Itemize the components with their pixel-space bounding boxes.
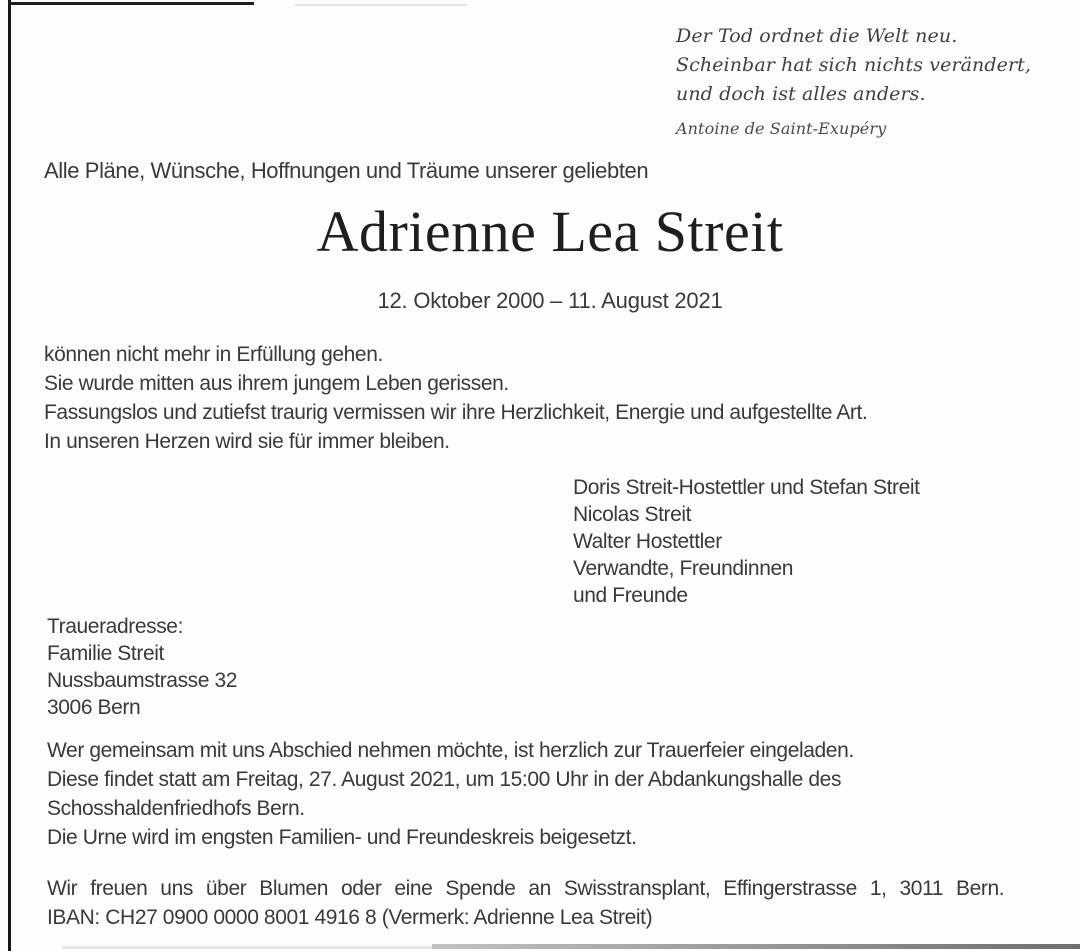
life-dates: 12. Oktober 2000 – 11. August 2021 (377, 288, 723, 313)
frame-bottom-border-faint (62, 946, 432, 949)
donation-info (47, 874, 1057, 932)
body-line: In unseren Herzen wird sie für immer bleiben. (44, 430, 450, 453)
mourner-line: Verwandte, Freundinnen (573, 557, 794, 580)
address-line: Familie Streit (47, 642, 164, 665)
deceased-name: Adrienne Lea Streit (316, 199, 784, 264)
body-line: Sie wurde mitten aus ihrem jungem Leben gerissen. (44, 372, 509, 395)
frame-top-border (8, 2, 254, 5)
address-line: Nussbaumstrasse 32 (47, 669, 238, 692)
mourner-line: Nicolas Streit (573, 503, 692, 526)
frame-bottom-border (432, 944, 1080, 949)
mourner-line: Walter Hostettler (573, 530, 722, 553)
donation-iban-line: IBAN: CH27 0900 0000 8001 4916 8 (Vermerk: Adrienne Lea Streit) (47, 906, 653, 929)
quote-attribution: Antoine de Saint-Exupéry (676, 119, 887, 138)
frame-top-border-faint (295, 4, 467, 6)
quote-line: und doch ist alles anders. (676, 83, 926, 105)
service-line: Wer gemeinsam mit uns Abschied nehmen möchte, ist herzlich zur Trauerfeier eingeladen. (47, 739, 854, 762)
mourning-address-label: Traueradresse: (47, 615, 184, 638)
frame-left-border (8, 0, 11, 951)
mourner-line: Doris Streit-Hostettler und Stefan Streit (573, 476, 920, 499)
body-line: können nicht mehr in Erfüllung gehen. (44, 343, 383, 366)
mourners-list (573, 474, 920, 609)
mourning-address (47, 613, 237, 721)
service-line: Die Urne wird im engsten Familien- und Freundeskreis beigesetzt. (47, 826, 637, 849)
address-line: 3006 Bern (47, 696, 141, 719)
body-line: Fassungslos und zutiefst traurig vermissen wir ihre Herzlichkeit, Energie und aufgestellte Art. (44, 401, 868, 424)
quote-line: Scheinbar hat sich nichts verändert, (676, 54, 1032, 76)
mourner-line: und Freunde (573, 584, 688, 607)
epigraph-quote (676, 22, 1031, 143)
service-line: Diese findet statt am Freitag, 27. August 2021, um 15:00 Uhr in der Abdankungshalle des (47, 768, 842, 791)
obituary-body (44, 340, 867, 456)
service-line: Schosshaldenfriedhofs Bern. (47, 797, 305, 820)
quote-line: Der Tod ordnet die Welt neu. (676, 25, 958, 47)
service-info (47, 736, 854, 852)
donation-line: Wir freuen uns über Blumen oder eine Spende an Swisstransplant, Effingerstrasse 1, 3011 Bern. (47, 877, 1005, 900)
intro-line: Alle Pläne, Wünsche, Hoffnungen und Träume unserer geliebten (44, 158, 649, 183)
